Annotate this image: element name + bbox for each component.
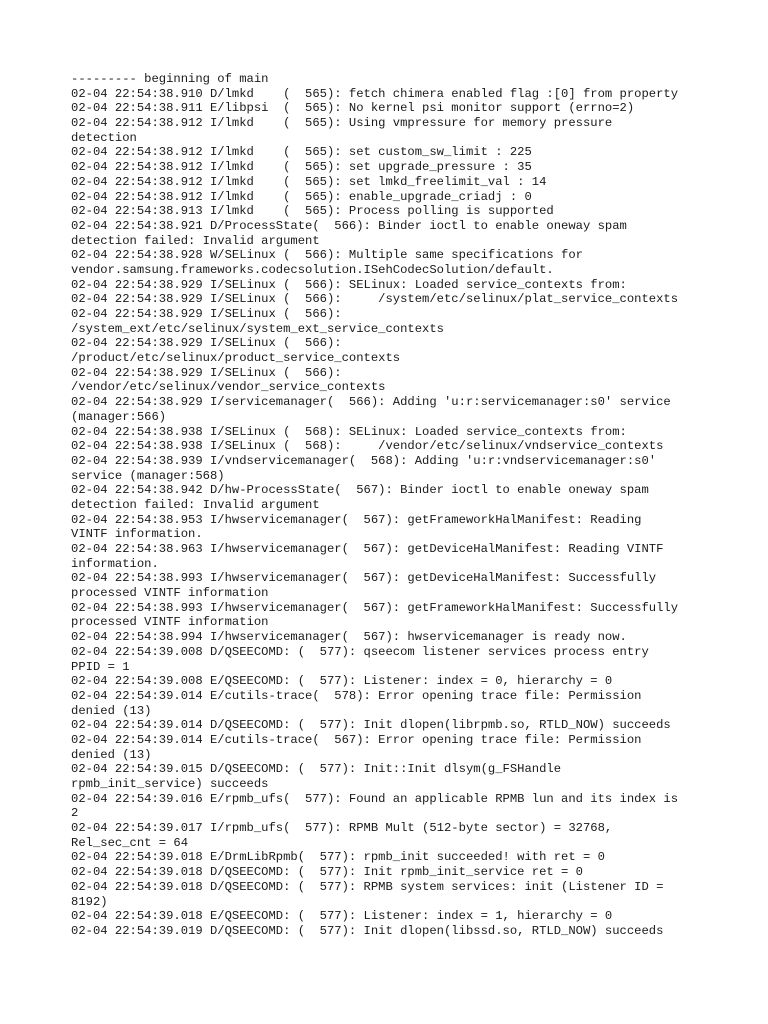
log-line: 02-04 22:54:38.929 I/SELinux ( 566): /system/etc/selinux/plat_service_contexts	[71, 292, 679, 307]
log-line: /system_ext/etc/selinux/system_ext_service_contexts	[71, 321, 444, 336]
log-line: 02-04 22:54:38.938 I/SELinux ( 568): SELinux: Loaded service_contexts from:	[71, 424, 627, 439]
log-line: 02-04 22:54:38.912 I/lmkd ( 565): Using vmpressure for memory pressure	[71, 116, 613, 131]
log-line: 02-04 22:54:38.993 I/hwservicemanager( 567): getFrameworkHalManifest: Successfully	[71, 600, 679, 615]
log-document	[71, 72, 711, 939]
log-line: information.	[71, 556, 159, 571]
log-line: 02-04 22:54:39.017 I/rpmb_ufs( 577): RPMB Mult (512-byte sector) = 32768,	[71, 821, 613, 836]
log-line: denied (13)	[71, 703, 152, 718]
log-line: 02-04 22:54:39.014 D/QSEECOMD: ( 577): Init dlopen(librpmb.so, RTLD_NOW) succeeds	[71, 718, 671, 733]
log-line: 02-04 22:54:38.912 I/lmkd ( 565): set upgrade_pressure : 35	[71, 160, 532, 175]
log-line: 02-04 22:54:39.008 E/QSEECOMD: ( 577): Listener: index = 0, hierarchy = 0	[71, 674, 613, 689]
log-line: /product/etc/selinux/product_service_contexts	[71, 351, 401, 366]
log-line: 02-04 22:54:38.929 I/SELinux ( 566): SELinux: Loaded service_contexts from:	[71, 277, 627, 292]
log-line: Rel_sec_cnt = 64	[71, 835, 189, 850]
log-line: PPID = 1	[71, 659, 130, 674]
log-line: 02-04 22:54:39.015 D/QSEECOMD: ( 577): Init::Init dlsym(g_FSHandle	[71, 762, 562, 777]
log-line: 02-04 22:54:39.018 E/QSEECOMD: ( 577): Listener: index = 1, hierarchy = 0	[71, 909, 613, 924]
log-line: --------- beginning of main	[71, 72, 269, 86]
log-line: VINTF information.	[71, 527, 203, 542]
log-line: 02-04 22:54:39.016 E/rpmb_ufs( 577): Found an applicable RPMB lun and its index is	[71, 791, 679, 806]
log-line: 02-04 22:54:39.014 E/cutils-trace( 578): Error opening trace file: Permission	[71, 688, 642, 703]
log-line: 02-04 22:54:39.018 E/DrmLibRpmb( 577): rpmb_init succeeded! with ret = 0	[71, 850, 605, 865]
log-line: /vendor/etc/selinux/vendor_service_contexts	[71, 380, 386, 395]
log-line: 02-04 22:54:39.019 D/QSEECOMD: ( 577): Init dlopen(libssd.so, RTLD_NOW) succeeds	[71, 923, 664, 938]
log-line: 02-04 22:54:38.953 I/hwservicemanager( 567): getFrameworkHalManifest: Reading	[71, 512, 642, 527]
log-line: 02-04 22:54:38.929 I/SELinux ( 566):	[71, 336, 342, 351]
log-line: 02-04 22:54:39.008 D/QSEECOMD: ( 577): qseecom listener services process entry	[71, 644, 649, 659]
log-line: 02-04 22:54:38.994 I/hwservicemanager( 567): hwservicemanager is ready now.	[71, 630, 627, 645]
log-line: 02-04 22:54:38.912 I/lmkd ( 565): set lmkd_freelimit_val : 14	[71, 174, 547, 189]
log-line: 02-04 22:54:38.929 I/servicemanager( 566): Adding 'u:r:servicemanager:s0' service	[71, 395, 671, 410]
log-line: 02-04 22:54:38.942 D/hw-ProcessState( 567): Binder ioctl to enable oneway spam	[71, 483, 649, 498]
log-line: 02-04 22:54:38.913 I/lmkd ( 565): Process polling is supported	[71, 204, 554, 219]
log-line: 02-04 22:54:38.921 D/ProcessState( 566): Binder ioctl to enable oneway spam	[71, 218, 627, 233]
log-line: processed VINTF information	[71, 615, 269, 630]
log-line: 02-04 22:54:38.963 I/hwservicemanager( 567): getDeviceHalManifest: Reading VINTF	[71, 542, 664, 556]
log-line: 02-04 22:54:39.018 D/QSEECOMD: ( 577): Init rpmb_init_service ret = 0	[71, 865, 583, 880]
log-line: 02-04 22:54:38.929 I/SELinux ( 566):	[71, 307, 342, 321]
log-line: service (manager:568)	[71, 468, 225, 483]
log-line: processed VINTF information	[71, 586, 269, 601]
log-line: 2	[71, 806, 79, 821]
log-line: detection failed: Invalid argument	[71, 233, 320, 248]
log-line: 02-04 22:54:38.938 I/SELinux ( 568): /vendor/etc/selinux/vndservice_contexts	[71, 439, 664, 454]
log-line: detection	[71, 130, 137, 145]
log-line: detection failed: Invalid argument	[71, 497, 320, 512]
log-line: denied (13)	[71, 747, 152, 762]
log-line: 02-04 22:54:38.993 I/hwservicemanager( 567): getDeviceHalManifest: Successfully	[71, 571, 657, 586]
log-line: vendor.samsung.frameworks.codecsolution.ISehCodecSolution/default.	[71, 262, 554, 277]
log-line: 02-04 22:54:38.939 I/vndservicemanager( 568): Adding 'u:r:vndservicemanager:s0'	[71, 453, 657, 468]
log-line: 02-04 22:54:38.910 D/lmkd ( 565): fetch chimera enabled flag :[0] from property	[71, 86, 679, 101]
log-line: 02-04 22:54:38.911 E/libpsi ( 565): No kernel psi monitor support (errno=2)	[71, 101, 635, 116]
log-line: 02-04 22:54:38.912 I/lmkd ( 565): set custom_sw_limit : 225	[71, 145, 532, 160]
log-line: 02-04 22:54:38.928 W/SELinux ( 566): Multiple same specifications for	[71, 248, 583, 263]
log-line: 02-04 22:54:38.912 I/lmkd ( 565): enable_upgrade_criadj : 0	[71, 189, 532, 204]
log-line: rpmb_init_service) succeeds	[71, 777, 269, 791]
log-line: 02-04 22:54:38.929 I/SELinux ( 566):	[71, 365, 342, 380]
log-line: 02-04 22:54:39.014 E/cutils-trace( 567): Error opening trace file: Permission	[71, 732, 642, 747]
log-line: 8192)	[71, 894, 108, 909]
log-line: 02-04 22:54:39.018 D/QSEECOMD: ( 577): RPMB system services: init (Listener ID =	[71, 879, 664, 894]
log-line: (manager:566)	[71, 409, 167, 424]
